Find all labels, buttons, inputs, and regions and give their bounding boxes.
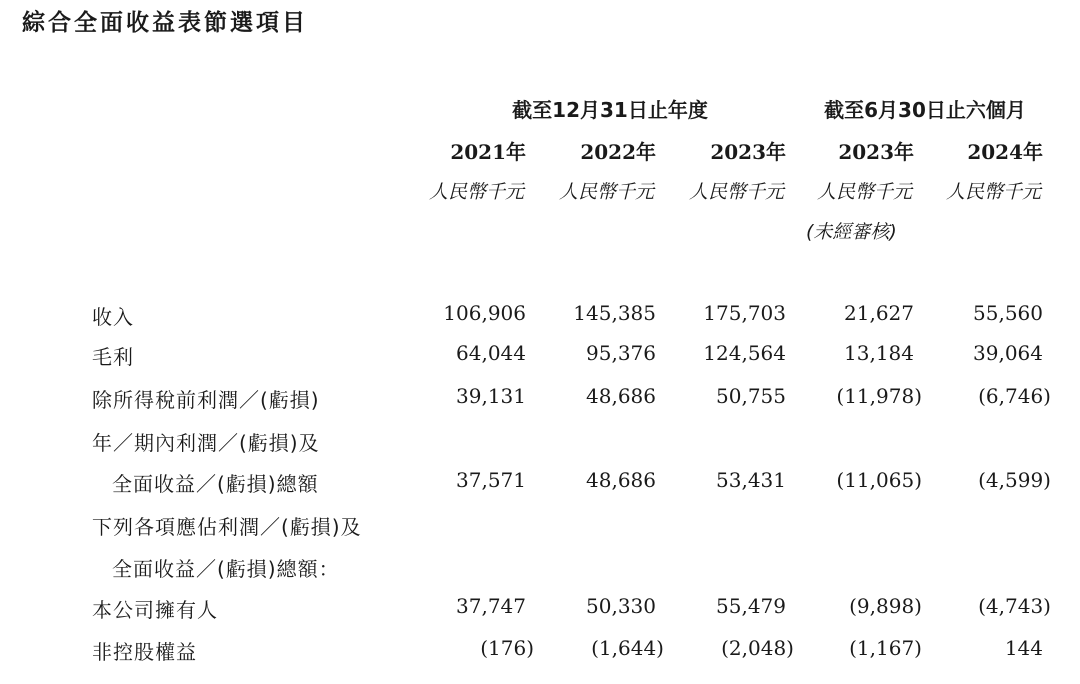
table-cell: 144 — [1004, 636, 1043, 660]
table-cell: 50,755 — [716, 384, 786, 408]
column-currency-0: 人民幣千元 — [428, 181, 524, 203]
row-label: 非控股權益 — [92, 640, 197, 664]
row-label: 毛利 — [92, 345, 134, 369]
column-year-0: 2021年 — [450, 140, 526, 164]
column-currency-4: 人民幣千元 — [945, 181, 1041, 203]
column-year-1: 2022年 — [580, 140, 656, 164]
row-label: 除所得稅前利潤／(虧損) — [92, 388, 320, 412]
column-currency-3: 人民幣千元 — [816, 181, 912, 203]
column-currency-1: 人民幣千元 — [558, 181, 654, 203]
column-year-3: 2023年 — [838, 140, 914, 164]
row-label: 下列各項應佔利潤／(虧損)及 — [92, 515, 362, 539]
table-cell: 175,703 — [703, 301, 786, 325]
annual-period-header: 截至12月31日止年度 — [512, 98, 708, 122]
table-cell: (4,743) — [978, 594, 1051, 618]
table-cell: 48,686 — [586, 468, 656, 492]
column-year-4: 2024年 — [967, 140, 1043, 164]
row-label: 年／期內利潤／(虧損)及 — [92, 431, 320, 455]
table-cell: 55,479 — [716, 594, 786, 618]
row-label: 全面收益／(虧損)總額： — [112, 557, 340, 581]
table-cell: 145,385 — [573, 301, 656, 325]
table-cell: 39,064 — [973, 341, 1043, 365]
table-cell: 21,627 — [844, 301, 914, 325]
table-cell: 53,431 — [716, 468, 786, 492]
table-cell: 50,330 — [586, 594, 656, 618]
row-label: 本公司擁有人 — [92, 598, 218, 622]
table-cell: 55,560 — [973, 301, 1043, 325]
column-note-3: (未經審核) — [806, 221, 897, 243]
table-cell: (11,065) — [836, 468, 922, 492]
table-cell: 48,686 — [586, 384, 656, 408]
row-label: 收入 — [92, 305, 134, 329]
table-cell: (4,599) — [978, 468, 1051, 492]
table-cell: 106,906 — [443, 301, 526, 325]
page-title: 綜合全面收益表節選項目 — [22, 10, 308, 36]
table-cell: (2,048) — [721, 636, 794, 660]
interim-period-header: 截至6月30日止六個月 — [824, 98, 1026, 122]
table-cell: (1,167) — [849, 636, 922, 660]
column-currency-2: 人民幣千元 — [688, 181, 784, 203]
table-cell: (1,644) — [591, 636, 664, 660]
table-cell: (11,978) — [836, 384, 922, 408]
table-cell: 39,131 — [456, 384, 526, 408]
table-cell: (176) — [480, 636, 534, 660]
column-year-2: 2023年 — [710, 140, 786, 164]
table-cell: 37,747 — [456, 594, 526, 618]
row-label: 全面收益／(虧損)總額 — [112, 472, 319, 496]
table-cell: 95,376 — [586, 341, 656, 365]
table-cell: 64,044 — [456, 341, 526, 365]
table-cell: (9,898) — [849, 594, 922, 618]
table-cell: 124,564 — [703, 341, 786, 365]
table-cell: 37,571 — [456, 468, 526, 492]
table-cell: (6,746) — [978, 384, 1051, 408]
table-cell: 13,184 — [844, 341, 914, 365]
